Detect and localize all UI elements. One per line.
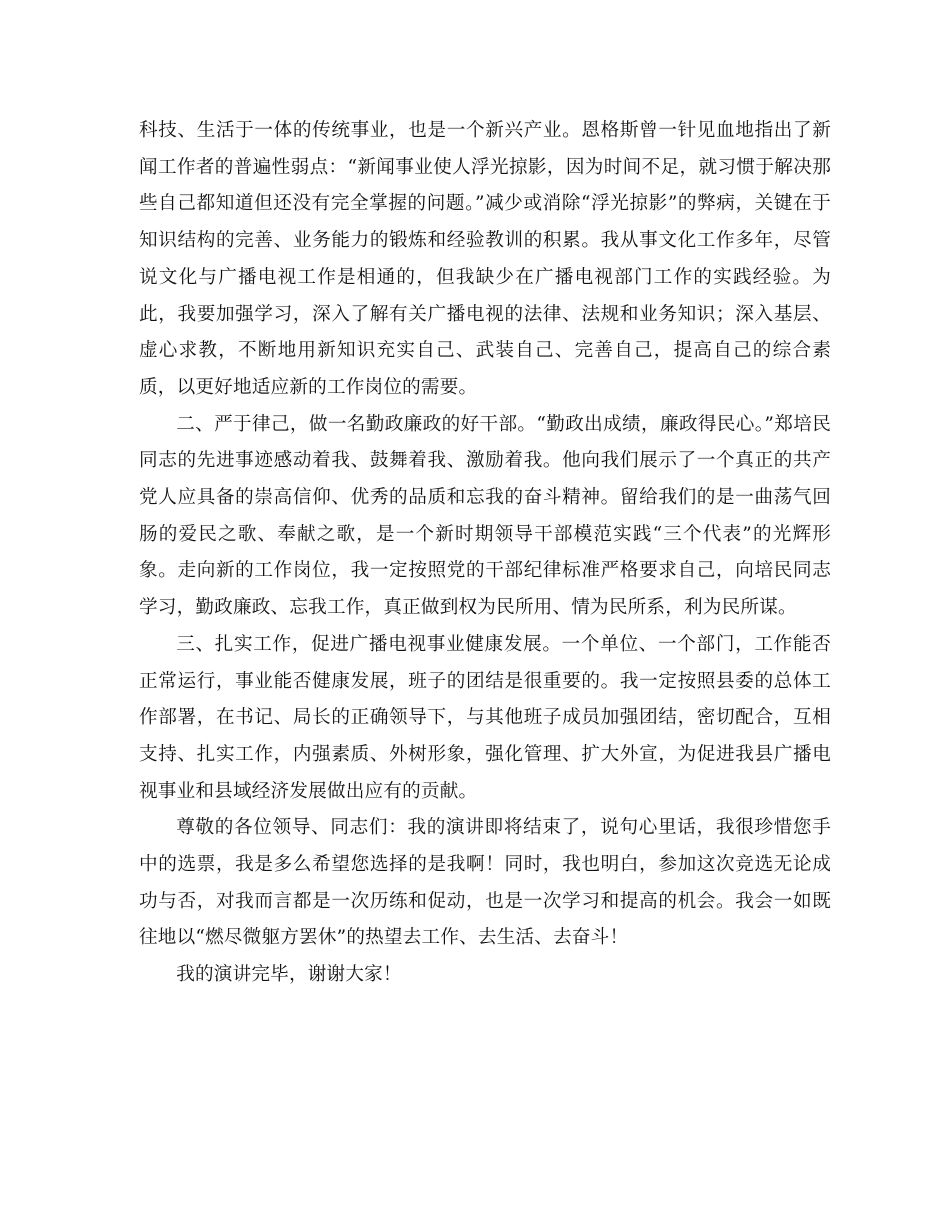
paragraph-section-three: 三、扎实工作，促进广播电视事业健康发展。一个单位、一个部门，工作能否正常运行，事业能否健康发展，班子的团结是很重要的。我一定按照县委的总体工作部署，在书记、局长的正确领导下，与其他班子成员加强团结，密切配合，互相支持、扎实工作，内强素质、外树形象，强化管理、扩大外宣，为促进我县广播电视事业和县域经济发展做出应有的贡献。 xyxy=(139,633,831,802)
paragraph-continuation: 科技、生活于一体的传统事业，也是一个新兴产业。恩格斯曾一针见血地指出了新闻工作者的普遍性弱点：“新闻事业使人浮光掠影，因为时间不足，就习惯于解决那些自己都知道但还没有完全掌握的问题。”减少或消除“浮光掠影”的弊病，关键在于知识结构的完善、业务能力的锻炼和经验教训的积累。我从事文化工作多年，尽管说文化与广播电视工作是相通的，但我缺少在广播电视部门工作的实践经验。为此，我要加强学习，深入了解有关广播电视的法律、法规和业务知识；深入基层、虚心求教，不断地用新知识充实自己、武装自己、完善自己，提高自己的综合素质，以更好地适应新的工作岗位的需要。 xyxy=(139,120,831,398)
paragraph-thanks: 我的演讲完毕，谢谢大家！ xyxy=(176,964,402,986)
paragraph-closing-remarks: 尊敬的各位领导、同志们：我的演讲即将结束了，说句心里话，我很珍惜您手中的选票，我是多么希望您选择的是我啊！同时，我也明白，参加这次竞选无论成功与否，对我而言都是一次历练和促动，也是一次学习和提高的机会。我会一如既往地以“燃尽微躯方罢休”的热望去工作、去生活、去奋斗！ xyxy=(139,817,831,949)
paragraph-section-two: 二、严于律己，做一名勤政廉政的好干部。“勤政出成绩，廉政得民心。”郑培民同志的先进事迹感动着我、鼓舞着我、激励着我。他向我们展示了一个真正的共产党人应具备的崇高信仰、优秀的品质和忘我的奋斗精神。留给我们的是一曲荡气回肠的爱民之歌、奉献之歌，是一个新时期领导干部模范实践“三个代表”的光辉形象。走向新的工作岗位，我一定按照党的干部纪律标准严格要求自己，向培民同志学习，勤政廉政、忘我工作，真正做到权为民所用、情为民所系，利为民所谋。 xyxy=(139,413,831,619)
document-body xyxy=(139,113,831,994)
